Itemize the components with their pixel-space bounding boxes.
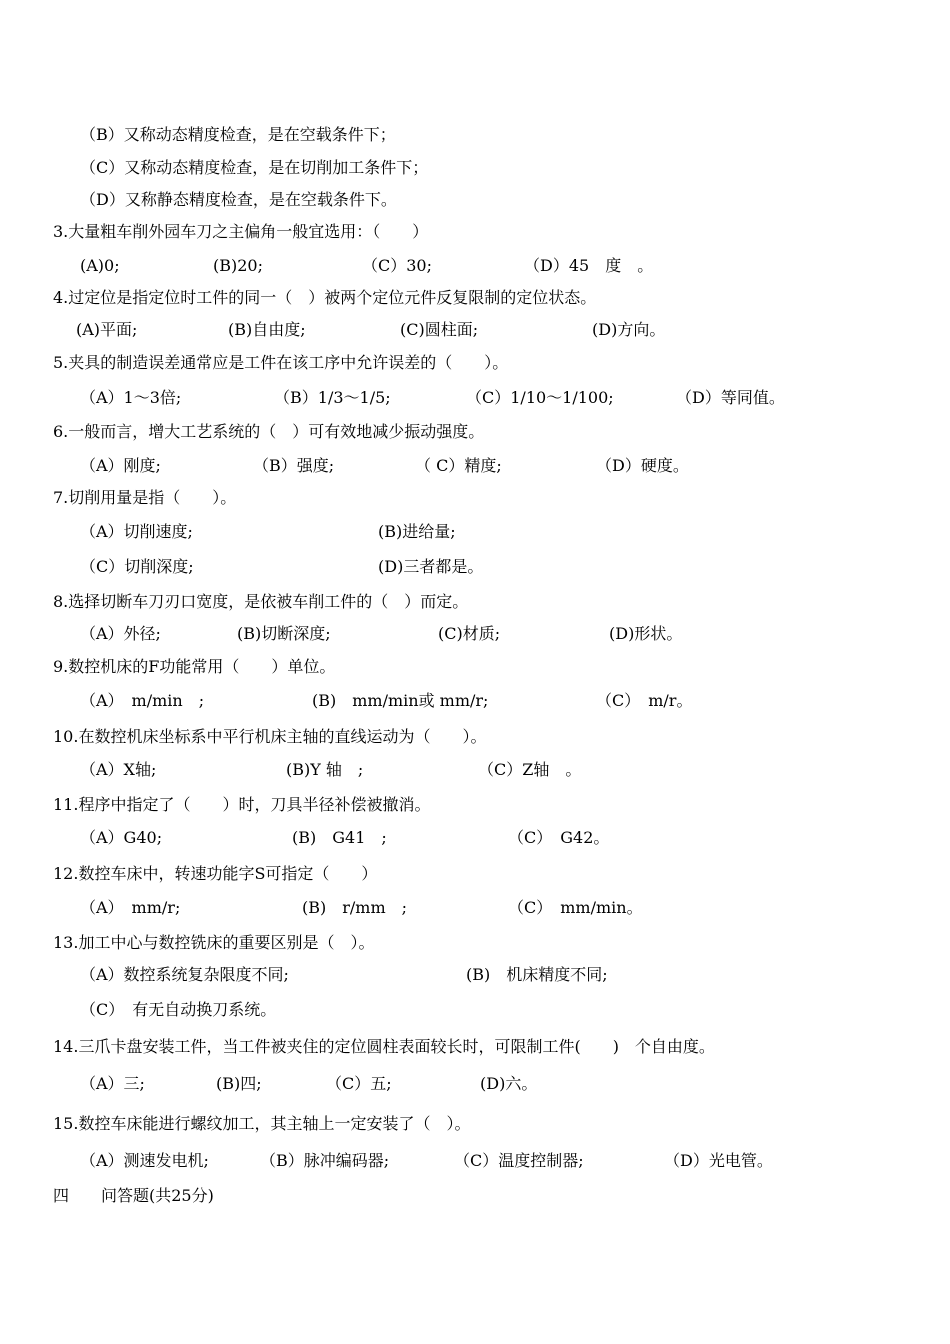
option-text: （C） m/r。 xyxy=(596,691,693,710)
option-text: （C）五; xyxy=(326,1074,392,1093)
option-text: （A）三; xyxy=(80,1074,145,1093)
option-text: (D)三者都是。 xyxy=(378,557,484,576)
option-text: （B）1/3～1/5; xyxy=(274,388,391,407)
option-text: （C）1/10～1/100; xyxy=(466,388,614,407)
option-text: （A） mm/r; xyxy=(80,898,181,917)
option-text: (C)圆柱面; xyxy=(400,320,479,339)
question-text: 3.大量粗车削外园车刀之主偏角一般宜选用：（ ） xyxy=(53,222,429,241)
question-text: 7.切削用量是指（ ）。 xyxy=(53,488,237,507)
question-text: 10.在数控机床坐标系中平行机床主轴的直线运动为（ ）。 xyxy=(53,727,487,746)
question-text: 14.三爪卡盘安装工件，当工件被夹住的定位圆柱表面较长时，可限制工件( ) 个自由度。 xyxy=(53,1037,715,1056)
option-text: （A）刚度; xyxy=(80,456,161,475)
question-text: 9.数控机床的F功能常用（ ）单位。 xyxy=(53,657,336,676)
option-text: (B) mm/min或 mm/r; xyxy=(312,691,489,710)
option-text: (D)形状。 xyxy=(609,624,683,643)
option-text: （C） mm/min。 xyxy=(508,898,643,917)
option-text: （C） G42。 xyxy=(508,828,610,847)
option-text: (B) r/mm ; xyxy=(302,898,408,917)
option-text: （C）切削深度; xyxy=(80,557,194,576)
option-text: （D）等同值。 xyxy=(676,388,785,407)
option-text: （D）45 度 。 xyxy=(524,256,654,275)
option-text: （A）1～3倍; xyxy=(80,388,182,407)
option-text: （C）温度控制器; xyxy=(454,1151,584,1170)
option-text: （ C）精度; xyxy=(415,456,502,475)
question-text: 4.过定位是指定位时工件的同一（ ）被两个定位元件反复限制的定位状态。 xyxy=(53,288,597,307)
option-text: （D）光电管。 xyxy=(664,1151,773,1170)
option-text: （A）数控系统复杂限度不同; xyxy=(80,965,289,984)
option-text: (C)材质; xyxy=(438,624,501,643)
question-text: 13.加工中心与数控铣床的重要区别是（ ）。 xyxy=(53,933,375,952)
option-text: （C） 有无自动换刀系统。 xyxy=(80,1000,277,1019)
option-text: (B)自由度; xyxy=(228,320,306,339)
option-text: (D)方向。 xyxy=(592,320,666,339)
option-text: (B)20; xyxy=(213,256,263,275)
option-text: （B）又称动态精度检查，是在空载条件下； xyxy=(80,125,396,144)
option-text: (B)进给量; xyxy=(378,522,456,541)
option-text: (B) G41 ; xyxy=(292,828,387,847)
option-text: （D）又称静态精度检查，是在空载条件下。 xyxy=(80,190,397,209)
option-text: （A）测速发电机; xyxy=(80,1151,209,1170)
option-text: （C）又称动态精度检查，是在切削加工条件下； xyxy=(80,158,429,177)
option-text: （A） m/min ; xyxy=(80,691,205,710)
question-text: 12.数控车床中，转速功能字S可指定（ ） xyxy=(53,864,378,883)
option-text: （C）30; xyxy=(362,256,432,275)
option-text: （A）外径; xyxy=(80,624,161,643)
option-text: (D)六。 xyxy=(480,1074,538,1093)
question-text: 5.夹具的制造误差通常应是工件在该工序中允许误差的（ ）。 xyxy=(53,353,509,372)
option-text: （D）硬度。 xyxy=(596,456,689,475)
question-text: 6.一般而言，增大工艺系统的（ ）可有效地减少振动强度。 xyxy=(53,422,485,441)
question-text: 11.程序中指定了（ ）时，刀具半径补偿被撤消。 xyxy=(53,795,431,814)
option-text: (B)切断深度; xyxy=(237,624,331,643)
option-text: （C）Z轴 。 xyxy=(478,760,582,779)
option-text: （B）脉冲编码器; xyxy=(260,1151,390,1170)
option-text: （B）强度; xyxy=(253,456,335,475)
option-text: (B)Y 轴 ; xyxy=(286,760,364,779)
question-text: 15.数控车床能进行螺纹加工，其主轴上一定安装了（ ）。 xyxy=(53,1114,471,1133)
option-text: （A）切削速度; xyxy=(80,522,193,541)
option-text: (A)平面; xyxy=(76,320,138,339)
option-text: （A）X轴; xyxy=(80,760,157,779)
option-text: (B) 机床精度不同; xyxy=(466,965,608,984)
option-text: (A)0; xyxy=(80,256,120,275)
question-text: 8.选择切断车刀刃口宽度，是依被车削工件的（ ）而定。 xyxy=(53,592,469,611)
section-heading: 四 问答题(共25分) xyxy=(53,1186,214,1205)
option-text: (B)四; xyxy=(216,1074,262,1093)
option-text: （A）G40; xyxy=(80,828,163,847)
